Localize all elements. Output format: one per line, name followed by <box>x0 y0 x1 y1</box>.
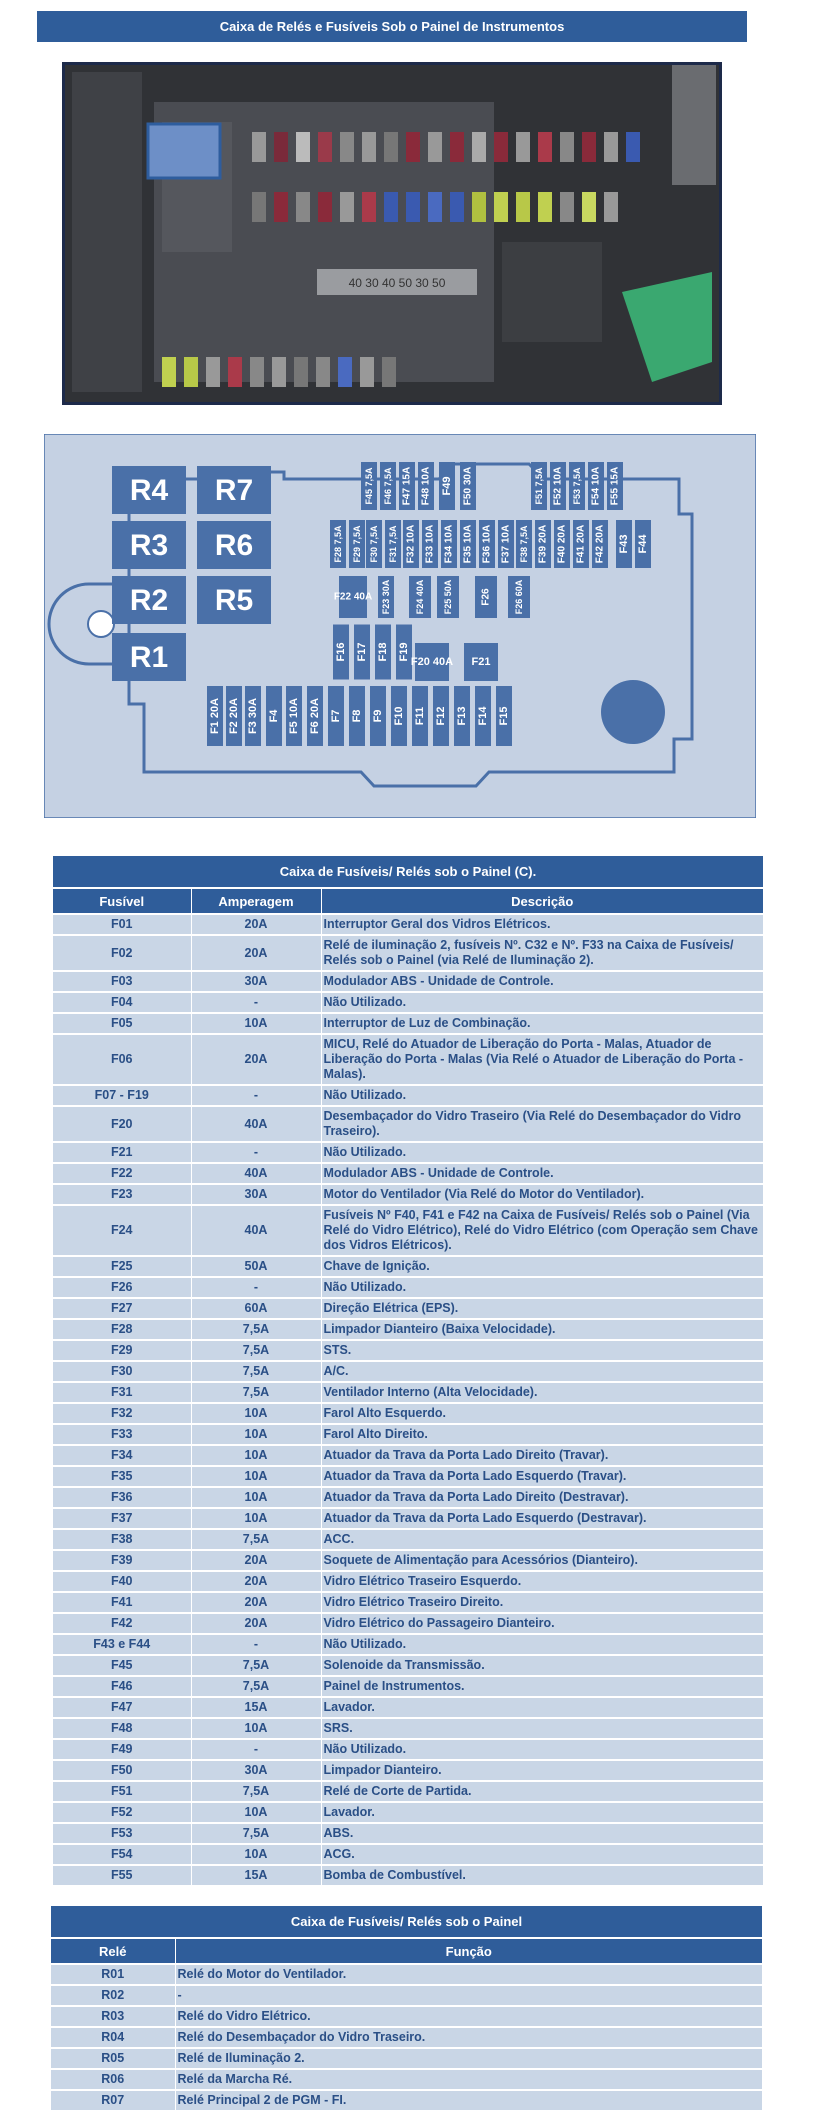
fuse-label: F41 20A <box>575 524 587 564</box>
fuse-label: F43 <box>618 534 630 554</box>
amp-cell: 7,5A <box>191 1361 321 1382</box>
desc-cell: ABS. <box>321 1823 763 1844</box>
fuse-label: F47 15A <box>401 466 413 506</box>
desc-cell: Não Utilizado. <box>321 1277 763 1298</box>
desc-cell: ACG. <box>321 1844 763 1865</box>
fuse-cell: F06 <box>53 1034 191 1085</box>
fuse-table-row <box>53 1760 763 1781</box>
fuse-label: F15 <box>498 706 510 726</box>
fuse-table-row <box>53 1529 763 1550</box>
fuse-label: F18 <box>377 642 389 662</box>
desc-cell: Não Utilizado. <box>321 1634 763 1655</box>
amp-cell: 30A <box>191 1184 321 1205</box>
fuse-table-row <box>53 1445 763 1466</box>
amp-cell: 60A <box>191 1298 321 1319</box>
amp-cell: 7,5A <box>191 1529 321 1550</box>
fuse-label: F4 <box>268 709 280 723</box>
fuse-table-row <box>53 1718 763 1739</box>
fuse-label: F14 <box>477 706 489 726</box>
photo-label-strip: 40 30 40 50 30 50 <box>348 276 446 290</box>
amp-cell: 20A <box>191 914 321 935</box>
fuse-cell: F27 <box>53 1298 191 1319</box>
fuse-cell: F47 <box>53 1697 191 1718</box>
fuse-cell: F41 <box>53 1592 191 1613</box>
fuse-table-row <box>53 1487 763 1508</box>
amp-cell: 10A <box>191 1487 321 1508</box>
fuse-cell: F39 <box>53 1550 191 1571</box>
amp-cell: 30A <box>191 971 321 992</box>
fuse-cell: F40 <box>53 1571 191 1592</box>
amp-cell: 7,5A <box>191 1655 321 1676</box>
amp-cell: 7,5A <box>191 1319 321 1340</box>
amp-cell: 50A <box>191 1256 321 1277</box>
relay-table-row <box>51 2048 762 2069</box>
desc-cell: Atuador da Trava da Porta Lado Direito (Destravar). <box>321 1487 763 1508</box>
desc-cell: Atuador da Trava da Porta Lado Esquerdo (Destravar). <box>321 1508 763 1529</box>
fuse-label: F51 7,5A <box>534 467 544 505</box>
fuse-label: F12 <box>435 706 447 726</box>
desc-cell: SRS. <box>321 1718 763 1739</box>
fuse-label: F29 7,5A <box>352 525 362 563</box>
fuse-table-row <box>53 914 763 935</box>
fuse-table-row <box>53 1592 763 1613</box>
fuse-label: F38 7,5A <box>519 525 529 563</box>
desc-cell: A/C. <box>321 1361 763 1382</box>
relay-col-header: Relé <box>51 1938 175 1964</box>
amp-cell: - <box>191 1142 321 1163</box>
fuse-label: F48 10A <box>420 466 432 506</box>
fuse-cell: F07 - F19 <box>53 1085 191 1106</box>
desc-cell: Bomba de Combustível. <box>321 1865 763 1886</box>
fuse-table-row <box>53 1613 763 1634</box>
relay-cell: R03 <box>51 2006 175 2027</box>
amp-cell: 10A <box>191 1403 321 1424</box>
amp-cell: - <box>191 1277 321 1298</box>
relay-table-caption: Caixa de Fusíveis/ Relés sob o Painel <box>51 1906 762 1938</box>
relay-table-row <box>51 1985 762 2006</box>
fuse-label: F36 10A <box>481 524 493 564</box>
function-cell: Relé da Marcha Ré. <box>175 2069 762 2090</box>
fuse-label: F9 <box>372 709 384 723</box>
fuse-cell: F04 <box>53 992 191 1013</box>
fuse-cell: F02 <box>53 935 191 971</box>
fuse-label: F46 7,5A <box>383 467 393 505</box>
fuse-table-row <box>53 1340 763 1361</box>
fuse-cell: F46 <box>53 1676 191 1697</box>
relay-label: R2 <box>129 584 169 617</box>
fuse-table-row <box>53 992 763 1013</box>
amp-cell: - <box>191 992 321 1013</box>
amp-cell: 10A <box>191 1802 321 1823</box>
fuse-col-header: Fusível <box>53 888 191 914</box>
amp-cell: 7,5A <box>191 1781 321 1802</box>
relay-label: R7 <box>214 474 254 507</box>
desc-col-header: Descrição <box>321 888 763 914</box>
fuse-table-row <box>53 1823 763 1844</box>
relay-cell: R04 <box>51 2027 175 2048</box>
relay-label: R1 <box>129 641 169 674</box>
fuse-table-row <box>53 1634 763 1655</box>
amp-cell: 10A <box>191 1445 321 1466</box>
fuse-label: F5 10A <box>288 697 300 735</box>
desc-cell: Chave de Ignição. <box>321 1256 763 1277</box>
fuse-label: F44 <box>637 534 649 554</box>
amp-cell: - <box>191 1085 321 1106</box>
desc-cell: Não Utilizado. <box>321 1142 763 1163</box>
desc-cell: Lavador. <box>321 1802 763 1823</box>
desc-cell: Não Utilizado. <box>321 992 763 1013</box>
amp-cell: 15A <box>191 1865 321 1886</box>
fuse-label: F25 50A <box>443 579 453 615</box>
fuse-cell: F52 <box>53 1802 191 1823</box>
fuse-label: F3 30A <box>247 697 259 735</box>
fuse-label: F35 10A <box>462 524 474 564</box>
fuse-table-row <box>53 1256 763 1277</box>
fuse-cell: F45 <box>53 1655 191 1676</box>
amp-cell: 10A <box>191 1508 321 1529</box>
amp-cell: - <box>191 1634 321 1655</box>
fuse-cell: F24 <box>53 1205 191 1256</box>
fuse-cell: F28 <box>53 1319 191 1340</box>
fuse-table-row <box>53 1802 763 1823</box>
relay-table-row <box>51 2027 762 2048</box>
relay-cell: R06 <box>51 2069 175 2090</box>
relay-label: R4 <box>129 474 169 507</box>
fuse-table-row <box>53 1865 763 1886</box>
desc-cell: Fusíveis Nº F40, F41 e F42 na Caixa de Fusíveis/ Relés sob o Painel (Via Relé do Vidro Elétrico), Relé do Vidro Elétrico (com Operação sem Chave dos Vidros Elétricos). <box>321 1205 763 1256</box>
fuse-cell: F35 <box>53 1466 191 1487</box>
fuse-label: F19 <box>398 642 410 662</box>
fuse-table-row <box>53 1571 763 1592</box>
desc-cell: Não Utilizado. <box>321 1085 763 1106</box>
amp-col-header: Amperagem <box>191 888 321 914</box>
amp-cell: 40A <box>191 1205 321 1256</box>
desc-cell: Não Utilizado. <box>321 1739 763 1760</box>
amp-cell: 30A <box>191 1760 321 1781</box>
fuse-box-photo <box>62 62 722 405</box>
fuse-label: F45 7,5A <box>364 467 374 505</box>
fuse-label: F22 40A <box>333 591 373 603</box>
fuse-table-row <box>53 1106 763 1142</box>
fuse-table-row <box>53 1508 763 1529</box>
fuse-table-row <box>53 1550 763 1571</box>
function-cell: Relé do Motor do Ventilador. <box>175 1964 762 1985</box>
desc-cell: Limpador Dianteiro (Baixa Velocidade). <box>321 1319 763 1340</box>
fuse-table-row <box>53 1361 763 1382</box>
fuse-label: F55 15A <box>609 466 621 506</box>
fuse-cell: F51 <box>53 1781 191 1802</box>
amp-cell: 20A <box>191 1592 321 1613</box>
fuse-table-row <box>53 1013 763 1034</box>
fuse-label: F32 10A <box>405 524 417 564</box>
fuse-label: F52 10A <box>552 466 564 506</box>
fuse-table-row <box>53 1142 763 1163</box>
fuse-table-row <box>53 1319 763 1340</box>
fuse-table-row <box>53 1298 763 1319</box>
fuse-cell: F55 <box>53 1865 191 1886</box>
fuse-cell: F29 <box>53 1340 191 1361</box>
fuse-label: F42 20A <box>594 524 606 564</box>
amp-cell: 7,5A <box>191 1823 321 1844</box>
desc-cell: Ventilador Interno (Alta Velocidade). <box>321 1382 763 1403</box>
fuse-cell: F03 <box>53 971 191 992</box>
fuse-table-caption: Caixa de Fusíveis/ Relés sob o Painel (C). <box>53 856 763 888</box>
fuse-table-row <box>53 1781 763 1802</box>
fuse-label: F50 30A <box>462 466 474 506</box>
desc-cell: Direção Elétrica (EPS). <box>321 1298 763 1319</box>
function-cell: Relé do Desembaçador do Vidro Traseiro. <box>175 2027 762 2048</box>
desc-cell: Vidro Elétrico Traseiro Direito. <box>321 1592 763 1613</box>
fuse-label: F2 20A <box>228 697 240 735</box>
fuse-cell: F33 <box>53 1424 191 1445</box>
fuse-label: F53 7,5A <box>572 467 582 505</box>
desc-cell: Atuador da Trava da Porta Lado Direito (Travar). <box>321 1445 763 1466</box>
fuse-table-row <box>53 1739 763 1760</box>
fuse-label: F39 20A <box>537 524 549 564</box>
fuse-label: F33 10A <box>424 524 436 564</box>
desc-cell: Farol Alto Direito. <box>321 1424 763 1445</box>
relay-table-row <box>51 1964 762 1985</box>
fuse-cell: F22 <box>53 1163 191 1184</box>
function-cell: Relé do Vidro Elétrico. <box>175 2006 762 2027</box>
desc-cell: Desembaçador do Vidro Traseiro (Via Relé do Desembaçador do Vidro Traseiro). <box>321 1106 763 1142</box>
fuse-table-row <box>53 1085 763 1106</box>
amp-cell: 20A <box>191 1571 321 1592</box>
desc-cell: Vidro Elétrico do Passageiro Dianteiro. <box>321 1613 763 1634</box>
desc-cell: Farol Alto Esquerdo. <box>321 1403 763 1424</box>
desc-cell: MICU, Relé do Atuador de Liberação do Porta - Malas, Atuador de Liberação do Porta - Malas (Via Relé o Atuador de Liberação do Porta - Malas). <box>321 1034 763 1085</box>
desc-cell: Limpador Dianteiro. <box>321 1760 763 1781</box>
fuse-cell: F20 <box>53 1106 191 1142</box>
fuse-label: F13 <box>456 706 468 726</box>
relay-cell: R07 <box>51 2090 175 2111</box>
fuse-label: F24 40A <box>415 579 425 615</box>
amp-cell: 15A <box>191 1697 321 1718</box>
amp-cell: 10A <box>191 1466 321 1487</box>
fuse-label: F30 7,5A <box>369 525 379 563</box>
desc-cell: STS. <box>321 1340 763 1361</box>
fuse-cell: F34 <box>53 1445 191 1466</box>
relay-table-row <box>51 2069 762 2090</box>
fuse-table-row <box>53 1034 763 1085</box>
fuse-label: F1 20A <box>209 697 221 735</box>
relay-cell: R02 <box>51 1985 175 2006</box>
fuse-label: F21 <box>471 656 491 668</box>
fuse-cell: F23 <box>53 1184 191 1205</box>
desc-cell: Modulador ABS - Unidade de Controle. <box>321 1163 763 1184</box>
fuse-table-row <box>53 971 763 992</box>
relay-cell: R05 <box>51 2048 175 2069</box>
desc-cell: Relé de Corte de Partida. <box>321 1781 763 1802</box>
relay-table-row <box>51 2090 762 2111</box>
fuse-cell: F48 <box>53 1718 191 1739</box>
relay-label: R5 <box>214 584 254 617</box>
fuse-label: F10 <box>393 706 405 726</box>
amp-cell: 20A <box>191 1613 321 1634</box>
amp-cell: 20A <box>191 1550 321 1571</box>
amp-cell: 10A <box>191 1013 321 1034</box>
amp-cell: 40A <box>191 1163 321 1184</box>
fuse-cell: F25 <box>53 1256 191 1277</box>
fuse-table-row <box>53 1382 763 1403</box>
fuse-cell: F30 <box>53 1361 191 1382</box>
amp-cell: 10A <box>191 1844 321 1865</box>
banner-title: Caixa de Relés e Fusíveis Sob o Painel de Instrumentos <box>219 19 565 34</box>
fuse-cell: F32 <box>53 1403 191 1424</box>
desc-cell: ACC. <box>321 1529 763 1550</box>
fuse-cell: F26 <box>53 1277 191 1298</box>
fuse-table <box>53 856 763 1887</box>
desc-cell: Solenoide da Transmissão. <box>321 1655 763 1676</box>
function-cell: Relé Principal 2 de PGM - FI. <box>175 2090 762 2111</box>
amp-cell: 20A <box>191 1034 321 1085</box>
fuse-table-row <box>53 1676 763 1697</box>
fuse-table-body <box>53 856 763 1886</box>
fuse-table-row <box>53 1205 763 1256</box>
fuse-table-row <box>53 1655 763 1676</box>
fuse-cell: F31 <box>53 1382 191 1403</box>
fuse-label: F26 <box>480 588 492 606</box>
fuse-table-row <box>53 1277 763 1298</box>
amp-cell: 20A <box>191 935 321 971</box>
fuse-label: F37 10A <box>500 524 512 564</box>
fuse-table-row <box>53 1403 763 1424</box>
fuse-label: F31 7,5A <box>388 525 398 563</box>
fuse-label: F7 <box>330 709 342 723</box>
desc-cell: Painel de Instrumentos. <box>321 1676 763 1697</box>
fuse-label: F8 <box>351 709 363 723</box>
fuse-cell: F54 <box>53 1844 191 1865</box>
relay-label: R3 <box>129 529 169 562</box>
amp-cell: 10A <box>191 1718 321 1739</box>
fuse-cell: F05 <box>53 1013 191 1034</box>
fuse-label: F20 40A <box>410 656 454 668</box>
amp-cell: 7,5A <box>191 1676 321 1697</box>
fuse-cell: F21 <box>53 1142 191 1163</box>
fuse-label: F11 <box>414 706 426 726</box>
function-cell: - <box>175 1985 762 2006</box>
amp-cell: 10A <box>191 1424 321 1445</box>
fuse-label: F23 30A <box>381 579 391 615</box>
fuse-label: F54 10A <box>590 466 602 506</box>
fuse-cell: F01 <box>53 914 191 935</box>
fuse-table-row <box>53 1697 763 1718</box>
function-col-header: Função <box>175 1938 762 1964</box>
relay-table-row <box>51 2006 762 2027</box>
fuse-table-row <box>53 1844 763 1865</box>
fuse-cell: F42 <box>53 1613 191 1634</box>
fuse-cell: F53 <box>53 1823 191 1844</box>
fuse-label: F17 <box>356 642 368 662</box>
desc-cell: Atuador da Trava da Porta Lado Esquerdo (Travar). <box>321 1466 763 1487</box>
desc-cell: Lavador. <box>321 1697 763 1718</box>
fuse-cell: F49 <box>53 1739 191 1760</box>
fuse-cell: F38 <box>53 1529 191 1550</box>
page-banner <box>37 11 747 42</box>
amp-cell: - <box>191 1739 321 1760</box>
desc-cell: Motor do Ventilador (Via Relé do Motor do Ventilador). <box>321 1184 763 1205</box>
amp-cell: 7,5A <box>191 1382 321 1403</box>
fuse-box-diagram <box>44 434 756 818</box>
desc-cell: Interruptor de Luz de Combinação. <box>321 1013 763 1034</box>
fuse-cell: F50 <box>53 1760 191 1781</box>
fuse-cell: F37 <box>53 1508 191 1529</box>
desc-cell: Soquete de Alimentação para Acessórios (Dianteiro). <box>321 1550 763 1571</box>
fuse-table-row <box>53 1424 763 1445</box>
relay-label: R6 <box>214 529 254 562</box>
fuse-table-row <box>53 1466 763 1487</box>
fuse-label: F28 7,5A <box>333 525 343 563</box>
relay-table-body <box>51 1906 762 2111</box>
fuse-cell: F43 e F44 <box>53 1634 191 1655</box>
amp-cell: 7,5A <box>191 1340 321 1361</box>
fuse-label: F16 <box>335 642 347 662</box>
amp-cell: 40A <box>191 1106 321 1142</box>
function-cell: Relé de Iluminação 2. <box>175 2048 762 2069</box>
fuse-label: F49 <box>441 476 453 496</box>
relay-table <box>51 1906 762 2112</box>
fuse-table-row <box>53 1163 763 1184</box>
fuse-table-row <box>53 1184 763 1205</box>
fuse-label: F6 20A <box>309 697 321 735</box>
fuse-table-row <box>53 935 763 971</box>
desc-cell: Relé de iluminação 2, fusíveis Nº. C32 e Nº. F33 na Caixa de Fusíveis/ Relés sob o Painel (via Relé de Iluminação 2). <box>321 935 763 971</box>
desc-cell: Modulador ABS - Unidade de Controle. <box>321 971 763 992</box>
fuse-label: F26 60A <box>514 579 524 615</box>
fuse-label: F34 10A <box>443 524 455 564</box>
desc-cell: Interruptor Geral dos Vidros Elétricos. <box>321 914 763 935</box>
fuse-cell: F36 <box>53 1487 191 1508</box>
fuse-label: F40 20A <box>556 524 568 564</box>
relay-cell: R01 <box>51 1964 175 1985</box>
desc-cell: Vidro Elétrico Traseiro Esquerdo. <box>321 1571 763 1592</box>
